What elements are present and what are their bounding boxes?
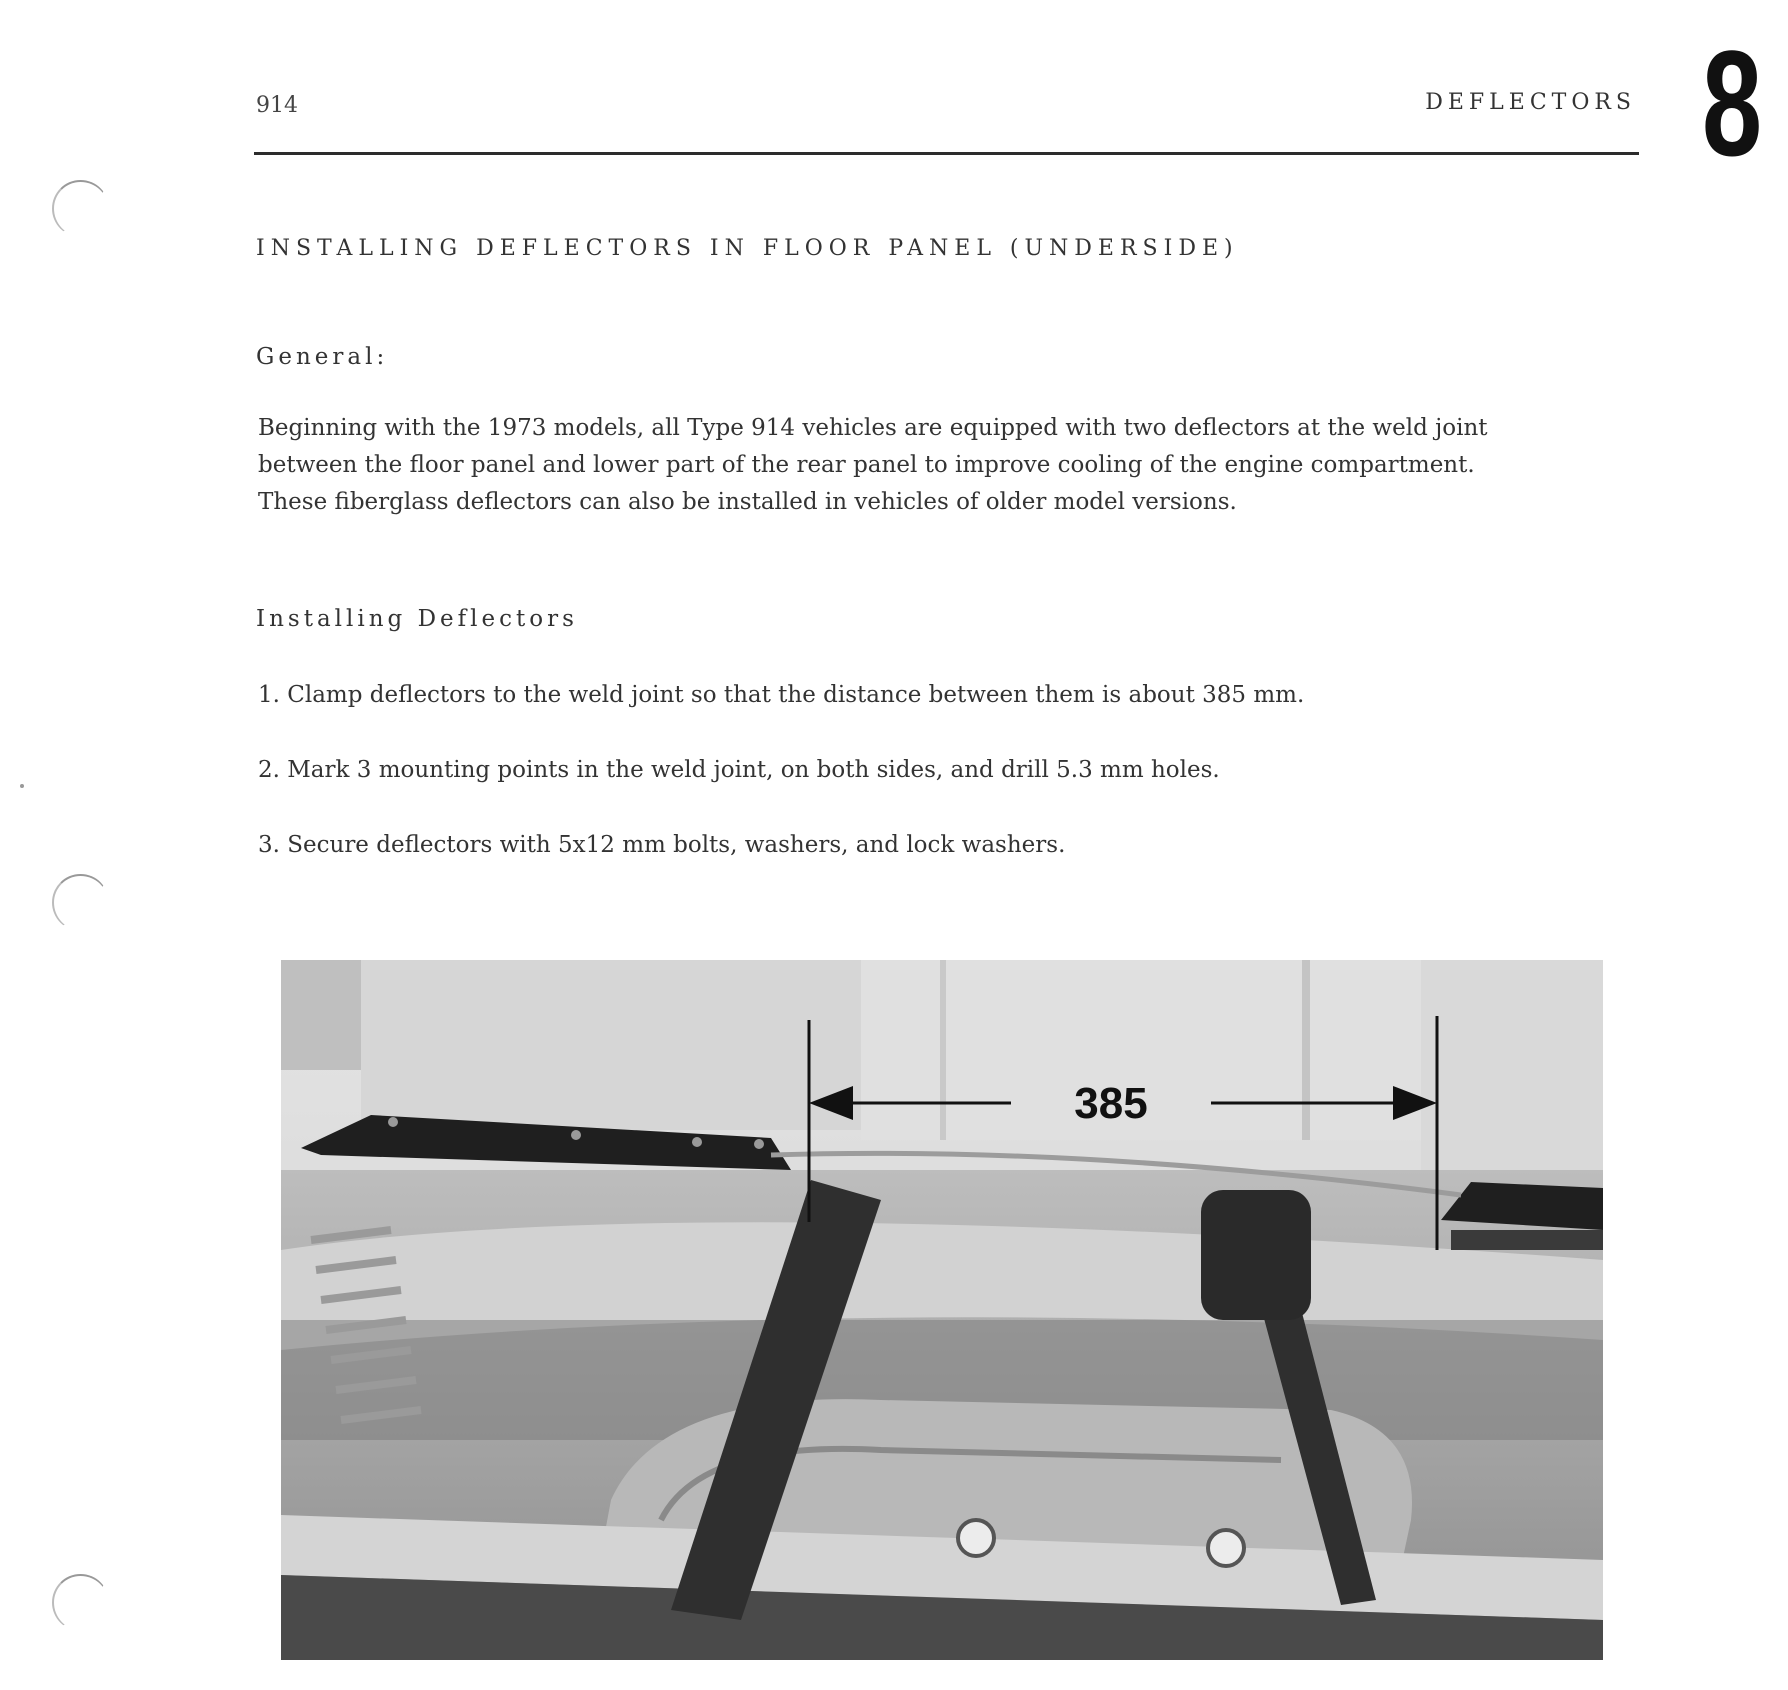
- general-paragraph: [258, 410, 1668, 521]
- page-number: 914: [256, 93, 298, 118]
- punch-hole-bottom: [52, 1574, 109, 1631]
- step-3: 3. Secure deflectors with 5x12 mm bolts, washers, and lock washers.: [258, 832, 1066, 858]
- step-1: 1. Clamp deflectors to the weld joint so that the distance between them is about 385 mm.: [258, 682, 1305, 708]
- page-heading: INSTALLING DEFLECTORS IN FLOOR PANEL (UNDERSIDE): [256, 236, 1239, 261]
- deflector-installation-photo: [281, 960, 1603, 1660]
- general-line-2: between the floor panel and lower part of the rear panel to improve cooling of the engine compartment.: [258, 452, 1475, 478]
- step-2: 2. Mark 3 mounting points in the weld joint, on both sides, and drill 5.3 mm holes.: [258, 757, 1220, 783]
- installing-title: Installing Deflectors: [256, 606, 578, 632]
- scan-speck: [20, 784, 24, 788]
- section-title: DEFLECTORS: [1425, 90, 1636, 115]
- chapter-number: 8: [1702, 19, 1763, 187]
- dimension-label: 385: [1074, 1079, 1148, 1128]
- general-line-3: These fiberglass deflectors can also be installed in vehicles of older model versions.: [258, 489, 1237, 515]
- photo-illustration: [281, 960, 1603, 1660]
- header-rule: [254, 152, 1639, 155]
- punch-hole-middle: [52, 874, 109, 931]
- general-title: General:: [256, 344, 389, 370]
- general-line-1: Beginning with the 1973 models, all Type 914 vehicles are equipped with two deflectors at the weld joint: [258, 415, 1488, 441]
- punch-hole-top: [52, 180, 109, 237]
